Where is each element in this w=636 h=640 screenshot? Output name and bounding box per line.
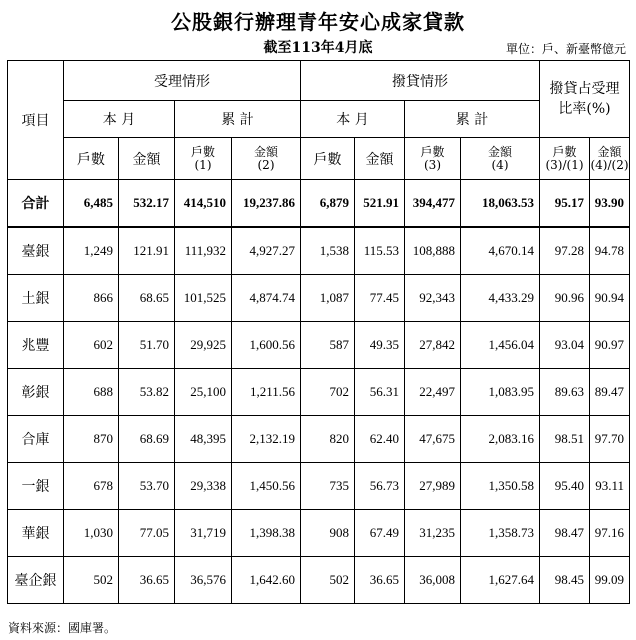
table-row bbox=[8, 557, 630, 604]
table-cell: 27,842 bbox=[405, 322, 461, 369]
table-cell: 90.97 bbox=[590, 322, 630, 369]
table-row bbox=[8, 510, 630, 557]
table-cell: 121.91 bbox=[119, 227, 175, 275]
loan-cumulative-header: 累 計 bbox=[405, 101, 540, 138]
table-cell: 29,925 bbox=[175, 322, 232, 369]
table-cell: 98.51 bbox=[540, 416, 590, 463]
table-cell: 502 bbox=[64, 557, 119, 604]
col-index: (4) bbox=[491, 157, 509, 172]
table-cell: 36.65 bbox=[119, 557, 175, 604]
table-cell: 47,675 bbox=[405, 416, 461, 463]
source-note: 資料來源：國庫署。 bbox=[8, 621, 117, 635]
table-row bbox=[8, 275, 630, 322]
header-row-2 bbox=[8, 101, 630, 138]
col-header-households-1 bbox=[175, 138, 232, 180]
table-cell: 1,450.56 bbox=[232, 463, 301, 510]
table-cell: 1,538 bbox=[301, 227, 355, 275]
table-cell: 908 bbox=[301, 510, 355, 557]
col-header-households: 戶數 bbox=[64, 138, 119, 180]
table-cell: 67.49 bbox=[355, 510, 405, 557]
table-cell: 870 bbox=[64, 416, 119, 463]
table-cell: 587 bbox=[301, 322, 355, 369]
table-cell: 22,497 bbox=[405, 369, 461, 416]
table-cell: 89.47 bbox=[590, 369, 630, 416]
table-cell: 93.04 bbox=[540, 322, 590, 369]
table-cell: 1,398.38 bbox=[232, 510, 301, 557]
table-cell: 51.70 bbox=[119, 322, 175, 369]
table-cell: 1,642.60 bbox=[232, 557, 301, 604]
table-cell: 820 bbox=[301, 416, 355, 463]
table-cell: 1,627.64 bbox=[461, 557, 540, 604]
accept-month-header: 本 月 bbox=[64, 101, 175, 138]
row-label: 土銀 bbox=[8, 275, 64, 322]
table-cell: 77.05 bbox=[119, 510, 175, 557]
table-cell: 98.45 bbox=[540, 557, 590, 604]
table-row bbox=[8, 227, 630, 275]
table-cell: 414,510 bbox=[175, 180, 232, 228]
col-index: (1) bbox=[194, 157, 212, 172]
table-cell: 95.17 bbox=[540, 180, 590, 228]
table-cell: 1,249 bbox=[64, 227, 119, 275]
table-cell: 56.73 bbox=[355, 463, 405, 510]
date-subtitle: 截至113年4月底 bbox=[263, 40, 373, 56]
table-cell: 29,338 bbox=[175, 463, 232, 510]
col-label: 金額 bbox=[253, 144, 278, 159]
table-cell: 53.82 bbox=[119, 369, 175, 416]
table-cell: 68.69 bbox=[119, 416, 175, 463]
table-row bbox=[8, 322, 630, 369]
table-cell: 97.70 bbox=[590, 416, 630, 463]
table-cell: 92,343 bbox=[405, 275, 461, 322]
table-cell: 1,087 bbox=[301, 275, 355, 322]
col-header-amount-2 bbox=[232, 138, 301, 180]
row-label: 臺企銀 bbox=[8, 557, 64, 604]
table-cell: 97.16 bbox=[590, 510, 630, 557]
table-cell: 1,030 bbox=[64, 510, 119, 557]
table-cell: 735 bbox=[301, 463, 355, 510]
col-label: 金額 bbox=[597, 144, 622, 159]
table-cell: 1,358.73 bbox=[461, 510, 540, 557]
table-cell: 532.17 bbox=[119, 180, 175, 228]
table-cell: 62.40 bbox=[355, 416, 405, 463]
col-header-households-3 bbox=[405, 138, 461, 180]
loan-month-header: 本 月 bbox=[301, 101, 405, 138]
col-label: 戶數 bbox=[190, 144, 215, 159]
table-cell: 95.40 bbox=[540, 463, 590, 510]
accept-group-header: 受理情形 bbox=[64, 61, 301, 101]
document-title: 公股銀行辦理青年安心成家貸款 bbox=[171, 10, 465, 34]
table-cell: 111,932 bbox=[175, 227, 232, 275]
col-header-amount-4 bbox=[461, 138, 540, 180]
loan-table bbox=[7, 60, 630, 604]
table-cell: 115.53 bbox=[355, 227, 405, 275]
table-cell: 93.11 bbox=[590, 463, 630, 510]
table-cell: 93.90 bbox=[590, 180, 630, 228]
table-cell: 31,235 bbox=[405, 510, 461, 557]
table-cell: 1,211.56 bbox=[232, 369, 301, 416]
table-cell: 101,525 bbox=[175, 275, 232, 322]
col-label: 戶數 bbox=[552, 144, 577, 159]
table-cell: 49.35 bbox=[355, 322, 405, 369]
row-label: 臺銀 bbox=[8, 227, 64, 275]
table-cell: 502 bbox=[301, 557, 355, 604]
col-index: (3) bbox=[424, 157, 441, 172]
table-cell: 19,237.86 bbox=[232, 180, 301, 228]
table-cell: 1,350.58 bbox=[461, 463, 540, 510]
table-row bbox=[8, 369, 630, 416]
table-cell: 48,395 bbox=[175, 416, 232, 463]
col-index: (2) bbox=[257, 157, 275, 172]
table-cell: 27,989 bbox=[405, 463, 461, 510]
header-row-3 bbox=[8, 138, 630, 180]
table-cell: 90.94 bbox=[590, 275, 630, 322]
col-header-households: 戶數 bbox=[301, 138, 355, 180]
table-cell: 4,874.74 bbox=[232, 275, 301, 322]
row-label: 一銀 bbox=[8, 463, 64, 510]
loan-group-header: 撥貸情形 bbox=[301, 61, 540, 101]
table-row bbox=[8, 416, 630, 463]
table-cell: 97.28 bbox=[540, 227, 590, 275]
table-cell: 108,888 bbox=[405, 227, 461, 275]
table-cell: 1,083.95 bbox=[461, 369, 540, 416]
header-row-1 bbox=[8, 61, 630, 101]
table-cell: 25,100 bbox=[175, 369, 232, 416]
table-cell: 2,083.16 bbox=[461, 416, 540, 463]
col-header-ratio-households bbox=[540, 138, 590, 180]
table-cell: 56.31 bbox=[355, 369, 405, 416]
table-row bbox=[8, 463, 630, 510]
table-cell: 521.91 bbox=[355, 180, 405, 228]
row-label: 合計 bbox=[8, 180, 64, 228]
table-cell: 4,927.27 bbox=[232, 227, 301, 275]
table-cell: 98.47 bbox=[540, 510, 590, 557]
table-cell: 702 bbox=[301, 369, 355, 416]
table-body bbox=[8, 180, 630, 604]
unit-label: 單位：戶、新臺幣億元 bbox=[505, 42, 626, 56]
table-cell: 53.70 bbox=[119, 463, 175, 510]
table-cell: 89.63 bbox=[540, 369, 590, 416]
table-cell: 68.65 bbox=[119, 275, 175, 322]
col-header-amount: 金額 bbox=[119, 138, 175, 180]
table-cell: 36.65 bbox=[355, 557, 405, 604]
table-cell: 77.45 bbox=[355, 275, 405, 322]
table-cell: 36,008 bbox=[405, 557, 461, 604]
col-header-amount: 金額 bbox=[355, 138, 405, 180]
table-cell: 602 bbox=[64, 322, 119, 369]
table-cell: 18,063.53 bbox=[461, 180, 540, 228]
table-cell: 1,600.56 bbox=[232, 322, 301, 369]
table-cell: 4,670.14 bbox=[461, 227, 540, 275]
row-label: 合庫 bbox=[8, 416, 64, 463]
col-index: (4)/(2) bbox=[590, 157, 629, 172]
total-row bbox=[8, 180, 630, 228]
col-label: 戶數 bbox=[420, 144, 445, 159]
col-header-ratio-amount bbox=[590, 138, 630, 180]
col-label: 金額 bbox=[487, 144, 512, 159]
table-cell: 866 bbox=[64, 275, 119, 322]
row-label: 兆豐 bbox=[8, 322, 64, 369]
ratio-group-header: 撥貸占受理比率(%) bbox=[540, 61, 630, 138]
table-cell: 394,477 bbox=[405, 180, 461, 228]
item-header: 項目 bbox=[8, 61, 64, 180]
table-cell: 99.09 bbox=[590, 557, 630, 604]
table-cell: 4,433.29 bbox=[461, 275, 540, 322]
table-cell: 31,719 bbox=[175, 510, 232, 557]
table-cell: 6,879 bbox=[301, 180, 355, 228]
row-label: 彰銀 bbox=[8, 369, 64, 416]
col-index: (3)/(1) bbox=[545, 157, 584, 172]
accept-cumulative-header: 累 計 bbox=[175, 101, 301, 138]
row-label: 華銀 bbox=[8, 510, 64, 557]
table-cell: 678 bbox=[64, 463, 119, 510]
table-cell: 36,576 bbox=[175, 557, 232, 604]
table-cell: 2,132.19 bbox=[232, 416, 301, 463]
table-cell: 688 bbox=[64, 369, 119, 416]
table-cell: 1,456.04 bbox=[461, 322, 540, 369]
table-cell: 90.96 bbox=[540, 275, 590, 322]
table-cell: 6,485 bbox=[64, 180, 119, 228]
table-cell: 94.78 bbox=[590, 227, 630, 275]
